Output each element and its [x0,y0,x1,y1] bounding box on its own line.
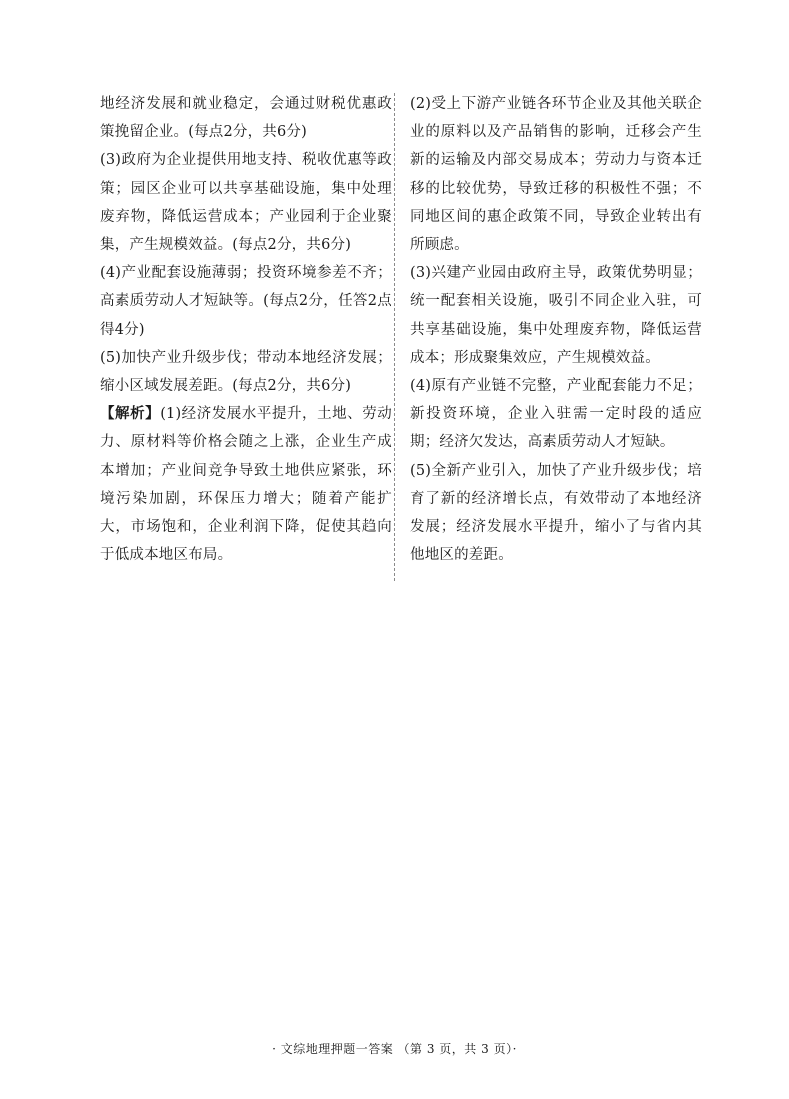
analysis-tag: 【解析】 [100,405,161,423]
page-footer: · 文综地理押题一答案 （第 3 页，共 3 页）· [272,1042,517,1056]
analysis-paragraph-2: (2)受上下游产业链各环节企业及其他关联企业的原料以及产品销售的影响，迁移会产生新的运输及内部交易成本；劳动力与资本迁移的比较优势，导致迁移的积极性不强；不同地区间的惠企政策不同，导致企业转出有所顾虑。 [410,96,702,254]
answer-paragraph-5: (5)加快产业升级步伐；带动本地经济发展；缩小区域发展差距。(每点2分，共6分) [100,349,392,395]
analysis-paragraph-4: (4)原有产业链不完整，产业配套能力不足；新投资环境，企业入驻需一定时段的适应期；经济欠发达，高素质劳动人才短缺。 [410,378,702,451]
answer-paragraph-3: (3)政府为企业提供用地支持、税收优惠等政策；园区企业可以共享基础设施，集中处理废弃物，降低运营成本；产业园利于企业聚集，产生规模效益。(每点2分，共6分) [100,152,392,254]
answer-paragraph-continued: 地经济发展和就业稳定，会通过财税优惠政策挽留企业。(每点2分，共6分) [100,96,392,141]
left-column [100,90,392,569]
analysis-paragraph-1 [100,400,392,569]
analysis-paragraph-5: (5)全新产业引入，加快了产业升级步伐；培育了新的经济增长点，有效带动了本地经济发展；经济发展水平提升，缩小了与省内其他地区的差距。 [410,462,702,564]
analysis-paragraph-3: (3)兴建产业园由政府主导，政策优势明显；统一配套相关设施，吸引不同企业入驻，可共享基础设施，集中处理废弃物，降低运营成本；形成聚集效应，产生规模效益。 [410,265,702,366]
column-divider [394,93,395,581]
right-column [410,90,702,569]
analysis-text-1: (1)经济发展水平提升，土地、劳动力、原材料等价格会随之上涨，企业生产成本增加；产业间竞争导致土地供应紧张，环境污染加剧，环保压力增大；随着产能扩大，市场饱和，企业利润下降，促使其趋向于低成本地区布局。 [100,406,392,564]
answer-paragraph-4: (4)产业配套设施薄弱；投资环境参差不齐；高素质劳动人才短缺等。(每点2分，任答2点得4分) [100,265,392,338]
